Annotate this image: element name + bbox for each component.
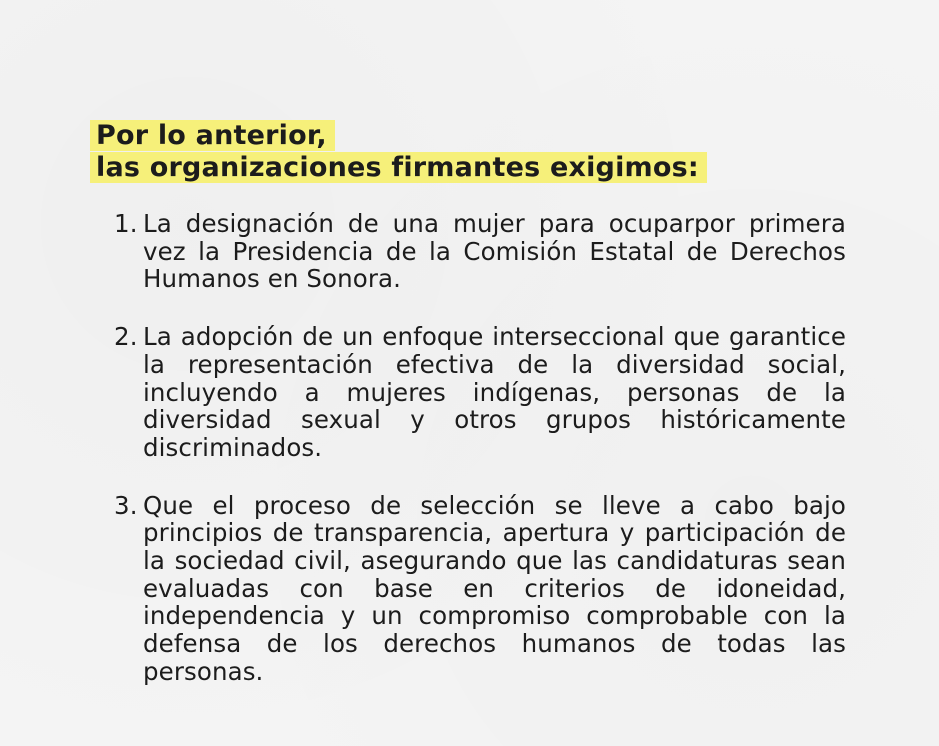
heading [90,120,707,184]
demand-text: La adopción de un enfoque interseccional que garantice la representación efectiva de la diversidad social, incluyendo a mujeres indígenas, personas de la diversidad sexual y otros grupos históricamente discriminados. [143,322,846,462]
heading-line-2-text: las organizaciones firmantes exigimos: [90,152,707,183]
demand-item-3 [114,492,846,686]
heading-line-1-text: Por lo anterior, [90,120,335,151]
demand-number: 3. [114,490,138,520]
demands-list [114,210,846,716]
heading-line-2 [90,152,707,184]
demand-number: 2. [114,322,138,352]
demand-item-2 [114,323,846,462]
heading-line-1 [90,120,707,152]
demand-number: 1. [114,209,138,238]
demand-text: La designación de una mujer para ocuparpor primera vez la Presidencia de la Comisión Estatal de Derechos Humanos en Sonora. [143,209,846,294]
demand-item-1 [114,210,846,293]
demand-text: Que el proceso de selección se lleve a cabo bajo principios de transparencia, apertura y participación de la sociedad civil, asegurando que las candidaturas sean evaluadas con base en criterios de idoneidad, independencia y un compromiso comprobable con la defensa de los derechos humanos de todas las personas. [143,490,846,686]
